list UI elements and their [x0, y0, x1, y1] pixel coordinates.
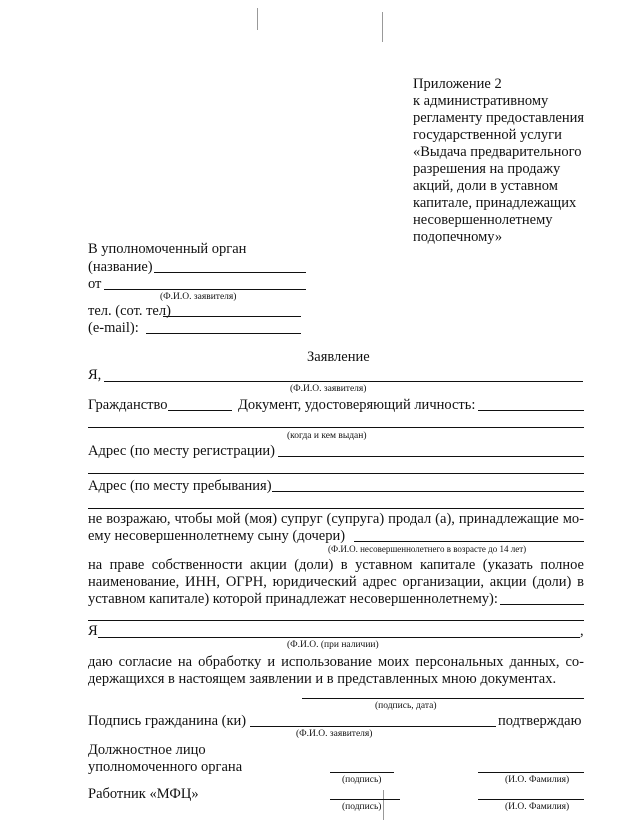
reg-address-field[interactable]	[278, 456, 584, 457]
organization-field-2[interactable]	[88, 620, 584, 621]
reg-address-field-2[interactable]	[88, 473, 584, 474]
fio-hint: (Ф.И.О. заявителя)	[160, 292, 237, 302]
identity-document-label: Документ, удостоверяющий личность:	[238, 397, 476, 413]
fio-short-hint: (И.О. Фамилия)	[505, 802, 570, 812]
scan-mark	[257, 8, 258, 30]
mfc-worker-label: Работник «МФЦ»	[88, 786, 199, 802]
ownership-text-line: наименование, ИНН, ОГРН, юридический адрес организации, акции (доли) в	[88, 574, 584, 590]
mfc-name-field[interactable]	[478, 799, 584, 800]
official-label-line: уполномоченного органа	[88, 759, 243, 775]
fio-short-hint: (И.О. Фамилия)	[505, 775, 570, 785]
minor-hint: (Ф.И.О. несовершеннолетнего в возрасте до 14 лет)	[328, 544, 527, 554]
confirm-label: подтверждаю	[498, 713, 582, 729]
citizenship-label: Гражданство	[88, 397, 168, 413]
appendix-block	[413, 76, 623, 246]
appendix-line: Приложение 2	[413, 76, 502, 92]
appendix-line: капитале, принадлежащих	[413, 195, 577, 211]
sign-hint: (подпись)	[342, 775, 382, 785]
consent-text-line: ему несовершеннолетнему сыну (дочери)	[88, 528, 346, 544]
consent-text-line: не возражаю, чтобы мой (моя) супруг (супруга) продал (а), принадлежащие мо-	[88, 511, 584, 527]
appendix-line: подопечному»	[413, 229, 503, 245]
organization-field[interactable]	[500, 604, 584, 605]
citizen-signature-field[interactable]	[250, 726, 496, 727]
citizenship-field[interactable]	[168, 410, 232, 411]
fio-optional-hint: (Ф.И.О. (при наличии)	[287, 640, 379, 650]
email-label: (e-mail):	[88, 320, 139, 336]
ownership-text-line: уставном капитале) которой принадлежат несовершеннолетнему):	[88, 591, 498, 607]
organ-name-field[interactable]	[154, 272, 306, 273]
consenter-name-field[interactable]	[98, 637, 580, 638]
organ-name-label: (название)	[88, 259, 153, 275]
stay-address-field-2[interactable]	[88, 508, 584, 509]
reg-address-label: Адрес (по месту регистрации)	[88, 443, 275, 459]
applicant-fio-field[interactable]	[104, 289, 306, 290]
to-organ-label: В уполномоченный орган	[88, 241, 247, 257]
citizen-sign-label: Подпись гражданина (ки)	[88, 713, 247, 729]
email-field[interactable]	[146, 333, 301, 334]
i2-label: Я	[88, 623, 98, 639]
from-label: от	[88, 276, 102, 292]
phone-field[interactable]	[163, 316, 301, 317]
appendix-line: несовершеннолетнему	[413, 212, 553, 228]
doc-issued-hint: (когда и кем выдан)	[287, 431, 367, 441]
sign-hint: (подпись)	[342, 802, 382, 812]
signature-date-field[interactable]	[302, 698, 584, 699]
appendix-line: разрешения на продажу	[413, 161, 561, 177]
fio-hint: (Ф.И.О. заявителя)	[296, 729, 373, 739]
comma-mark: ,	[580, 623, 584, 639]
applicant-name-field[interactable]	[104, 381, 583, 382]
identity-document-field[interactable]	[478, 410, 584, 411]
appendix-line: «Выдача предварительного	[413, 144, 582, 160]
appendix-line: акций, доли в уставном	[413, 178, 558, 194]
scan-mark	[383, 790, 384, 820]
i-label: Я,	[88, 367, 102, 383]
official-name-field[interactable]	[478, 772, 584, 773]
phone-label: тел. (сот. тел)	[88, 303, 171, 319]
sign-date-hint: (подпись, дата)	[375, 701, 437, 711]
ownership-text-line: на праве собственности акции (доли) в уставном капитале (указать полное	[88, 557, 584, 573]
document-title: Заявление	[307, 349, 370, 365]
appendix-line: к административному	[413, 93, 549, 109]
personal-data-text-line: держащихся в настоящем заявлении и в представленных мною документах.	[88, 671, 557, 687]
mfc-signature-field[interactable]	[330, 799, 400, 800]
official-signature-field[interactable]	[330, 772, 394, 773]
appendix-line: государственной услуги	[413, 127, 562, 143]
stay-address-label: Адрес (по месту пребывания)	[88, 478, 272, 494]
fio-hint: (Ф.И.О. заявителя)	[290, 384, 367, 394]
minor-name-field[interactable]	[354, 541, 584, 542]
scan-mark	[382, 12, 383, 42]
personal-data-text-line: даю согласие на обработку и использование моих персональных данных, со-	[88, 654, 584, 670]
official-label-line: Должностное лицо	[88, 742, 206, 758]
identity-document-field-2[interactable]	[88, 427, 584, 428]
appendix-line: регламенту предоставления	[413, 110, 585, 126]
stay-address-field[interactable]	[272, 491, 584, 492]
